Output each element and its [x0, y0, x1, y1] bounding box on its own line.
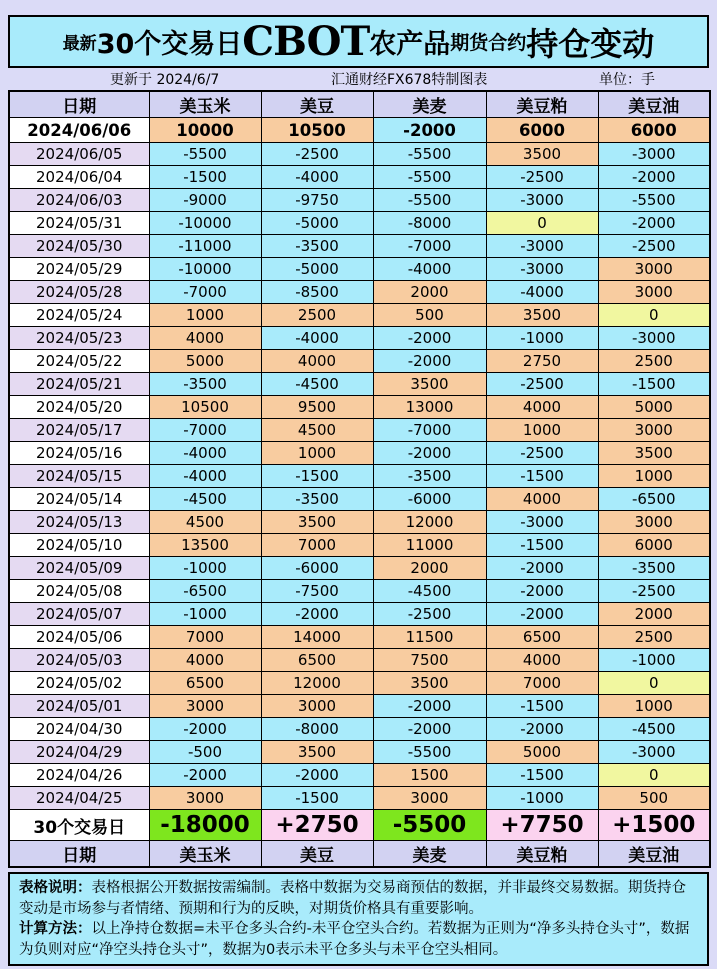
- date-cell: 2024/05/03: [9, 649, 149, 672]
- footer-column-header: 日期: [9, 841, 149, 868]
- column-header: 美玉米: [149, 91, 261, 118]
- value-cell: -8000: [373, 212, 486, 235]
- column-header: 美豆: [261, 91, 373, 118]
- value-cell: -4500: [598, 718, 710, 741]
- table-row: [9, 718, 710, 741]
- value-cell: 13000: [373, 396, 486, 419]
- column-header: 美麦: [373, 91, 486, 118]
- title-part: 农产品: [369, 29, 451, 60]
- date-cell: 2024/05/17: [9, 419, 149, 442]
- value-cell: 5000: [486, 741, 598, 764]
- table-row: [9, 235, 710, 258]
- table-row: [9, 396, 710, 419]
- value-cell: -4500: [373, 580, 486, 603]
- summary-value: -18000: [149, 810, 261, 841]
- table-row: [9, 189, 710, 212]
- value-cell: -3000: [486, 189, 598, 212]
- value-cell: 10500: [261, 118, 373, 143]
- date-cell: 2024/05/24: [9, 304, 149, 327]
- table-row: [9, 488, 710, 511]
- table-row: [9, 603, 710, 626]
- value-cell: -1500: [261, 787, 373, 810]
- date-cell: 2024/05/20: [9, 396, 149, 419]
- value-cell: -2000: [373, 442, 486, 465]
- value-cell: -5500: [149, 143, 261, 166]
- table-row: [9, 626, 710, 649]
- value-cell: -1000: [149, 603, 261, 626]
- value-cell: 7000: [486, 672, 598, 695]
- value-cell: -4000: [149, 442, 261, 465]
- date-cell: 2024/06/05: [9, 143, 149, 166]
- value-cell: 3000: [598, 419, 710, 442]
- table-row: [9, 511, 710, 534]
- value-cell: 500: [373, 304, 486, 327]
- value-cell: -6500: [598, 488, 710, 511]
- value-cell: -2000: [149, 718, 261, 741]
- value-cell: -3500: [261, 488, 373, 511]
- value-cell: 14000: [261, 626, 373, 649]
- value-cell: 6500: [261, 649, 373, 672]
- date-cell: 2024/06/04: [9, 166, 149, 189]
- value-cell: 0: [486, 212, 598, 235]
- value-cell: 9500: [261, 396, 373, 419]
- value-cell: -5000: [261, 212, 373, 235]
- table-row: [9, 350, 710, 373]
- value-cell: -7500: [261, 580, 373, 603]
- value-cell: -4500: [149, 488, 261, 511]
- date-cell: 2024/05/02: [9, 672, 149, 695]
- table-row: [9, 373, 710, 396]
- value-cell: -1000: [486, 787, 598, 810]
- value-cell: 1000: [486, 419, 598, 442]
- value-cell: 3500: [261, 511, 373, 534]
- date-cell: 2024/05/08: [9, 580, 149, 603]
- date-cell: 2024/05/22: [9, 350, 149, 373]
- value-cell: -2000: [598, 166, 710, 189]
- value-cell: -11000: [149, 235, 261, 258]
- value-cell: -3000: [598, 143, 710, 166]
- value-cell: -1500: [486, 764, 598, 787]
- value-cell: -6000: [261, 557, 373, 580]
- value-cell: -1000: [486, 327, 598, 350]
- value-cell: 3000: [261, 695, 373, 718]
- value-cell: 2500: [261, 304, 373, 327]
- value-cell: 1000: [149, 304, 261, 327]
- value-cell: -1500: [598, 373, 710, 396]
- value-cell: 3500: [486, 143, 598, 166]
- value-cell: 2750: [486, 350, 598, 373]
- table-row: [9, 304, 710, 327]
- value-cell: -2000: [373, 118, 486, 143]
- value-cell: -5500: [373, 189, 486, 212]
- date-cell: 2024/05/30: [9, 235, 149, 258]
- date-cell: 2024/04/25: [9, 787, 149, 810]
- value-cell: -2000: [486, 557, 598, 580]
- value-cell: 500: [598, 787, 710, 810]
- date-cell: 2024/05/16: [9, 442, 149, 465]
- value-cell: -2000: [486, 580, 598, 603]
- value-cell: -6000: [373, 488, 486, 511]
- value-cell: 3500: [261, 741, 373, 764]
- update-date: 更新于 2024/6/7: [110, 72, 220, 88]
- value-cell: -2000: [486, 718, 598, 741]
- value-cell: 1000: [598, 465, 710, 488]
- note-label: 计算方法：: [19, 921, 92, 938]
- title-part: 最新: [62, 34, 97, 54]
- summary-label: 30个交易日: [9, 810, 149, 841]
- value-cell: 11000: [373, 534, 486, 557]
- value-cell: -3000: [486, 258, 598, 281]
- value-cell: 3000: [598, 281, 710, 304]
- date-cell: 2024/05/06: [9, 626, 149, 649]
- value-cell: -10000: [149, 258, 261, 281]
- value-cell: -4500: [261, 373, 373, 396]
- notes-box: [8, 872, 709, 966]
- page-title: [8, 15, 709, 68]
- summary-value: +7750: [486, 810, 598, 841]
- value-cell: -3000: [486, 235, 598, 258]
- footer-column-header-row: [9, 841, 710, 868]
- value-cell: 4000: [486, 488, 598, 511]
- value-cell: -2000: [373, 718, 486, 741]
- value-cell: 3000: [598, 511, 710, 534]
- value-cell: -9750: [261, 189, 373, 212]
- date-cell: 2024/04/26: [9, 764, 149, 787]
- date-cell: 2024/06/03: [9, 189, 149, 212]
- calculation-note: [19, 919, 698, 960]
- value-cell: 3000: [149, 787, 261, 810]
- date-cell: 2024/05/23: [9, 327, 149, 350]
- value-cell: 3500: [373, 373, 486, 396]
- value-cell: -2500: [486, 166, 598, 189]
- positions-table: [8, 90, 711, 868]
- value-cell: -2000: [373, 327, 486, 350]
- value-cell: 2000: [598, 603, 710, 626]
- value-cell: -3500: [261, 235, 373, 258]
- table-row: [9, 787, 710, 810]
- value-cell: -1500: [486, 695, 598, 718]
- value-cell: -7000: [373, 235, 486, 258]
- value-cell: -5500: [373, 143, 486, 166]
- value-cell: 3000: [149, 695, 261, 718]
- title-part: 期货: [450, 32, 489, 54]
- value-cell: -4000: [486, 281, 598, 304]
- value-cell: 12000: [261, 672, 373, 695]
- value-cell: -3000: [486, 511, 598, 534]
- value-cell: -5500: [598, 189, 710, 212]
- value-cell: 7000: [261, 534, 373, 557]
- value-cell: -2000: [149, 764, 261, 787]
- value-cell: -2000: [373, 350, 486, 373]
- table-row: [9, 327, 710, 350]
- column-header: 美豆油: [598, 91, 710, 118]
- value-cell: -5000: [261, 258, 373, 281]
- date-cell: 2024/05/01: [9, 695, 149, 718]
- table-row: [9, 419, 710, 442]
- date-cell: 2024/06/06: [9, 118, 149, 143]
- value-cell: -2000: [486, 603, 598, 626]
- footer-column-header: 美豆粕: [486, 841, 598, 868]
- value-cell: 4000: [486, 396, 598, 419]
- summary-value: -5500: [373, 810, 486, 841]
- value-cell: -8500: [261, 281, 373, 304]
- value-cell: -4000: [261, 166, 373, 189]
- value-cell: 3500: [373, 672, 486, 695]
- date-cell: 2024/05/15: [9, 465, 149, 488]
- table-note: [19, 878, 698, 919]
- value-cell: -9000: [149, 189, 261, 212]
- table-row: [9, 649, 710, 672]
- value-cell: -1500: [149, 166, 261, 189]
- date-cell: 2024/04/30: [9, 718, 149, 741]
- column-header: 美豆粕: [486, 91, 598, 118]
- summary-row: [9, 810, 710, 841]
- value-cell: 3000: [598, 258, 710, 281]
- title-part: 30个交易日: [96, 29, 243, 60]
- value-cell: -4000: [261, 327, 373, 350]
- value-cell: 6500: [486, 626, 598, 649]
- value-cell: -500: [149, 741, 261, 764]
- table-row: [9, 534, 710, 557]
- value-cell: -1500: [486, 465, 598, 488]
- value-cell: 4500: [149, 511, 261, 534]
- value-cell: 4500: [261, 419, 373, 442]
- date-cell: 2024/05/21: [9, 373, 149, 396]
- value-cell: -5500: [373, 741, 486, 764]
- value-cell: -3500: [598, 557, 710, 580]
- value-cell: 4000: [486, 649, 598, 672]
- value-cell: -1000: [149, 557, 261, 580]
- value-cell: 3500: [598, 442, 710, 465]
- value-cell: -4000: [373, 258, 486, 281]
- value-cell: -2500: [486, 442, 598, 465]
- value-cell: -4000: [149, 465, 261, 488]
- value-cell: 0: [598, 304, 710, 327]
- table-row: [9, 764, 710, 787]
- table-row: [9, 580, 710, 603]
- value-cell: -3000: [598, 741, 710, 764]
- table-row: [9, 166, 710, 189]
- date-cell: 2024/04/29: [9, 741, 149, 764]
- table-row: [9, 442, 710, 465]
- value-cell: -1500: [261, 465, 373, 488]
- value-cell: -1000: [598, 649, 710, 672]
- date-cell: 2024/05/13: [9, 511, 149, 534]
- table-row: [9, 281, 710, 304]
- table-row: [9, 557, 710, 580]
- value-cell: 4000: [261, 350, 373, 373]
- title-part: 持仓变动: [526, 24, 655, 63]
- value-cell: 11500: [373, 626, 486, 649]
- table-row: [9, 695, 710, 718]
- summary-value: +1500: [598, 810, 710, 841]
- value-cell: 4000: [149, 649, 261, 672]
- value-cell: -2000: [261, 764, 373, 787]
- footer-column-header: 美豆: [261, 841, 373, 868]
- value-cell: -7000: [149, 281, 261, 304]
- unit-label: 单位：手: [599, 72, 655, 88]
- value-cell: -2500: [486, 373, 598, 396]
- value-cell: 10500: [149, 396, 261, 419]
- value-cell: 2500: [598, 626, 710, 649]
- date-cell: 2024/05/14: [9, 488, 149, 511]
- value-cell: 2500: [598, 350, 710, 373]
- value-cell: 1000: [598, 695, 710, 718]
- value-cell: -3500: [373, 465, 486, 488]
- value-cell: 13500: [149, 534, 261, 557]
- value-cell: -7000: [149, 419, 261, 442]
- table-row: [9, 143, 710, 166]
- column-header: 日期: [9, 91, 149, 118]
- value-cell: 7000: [149, 626, 261, 649]
- date-cell: 2024/05/31: [9, 212, 149, 235]
- value-cell: -2500: [598, 235, 710, 258]
- value-cell: -2000: [373, 695, 486, 718]
- value-cell: -1500: [486, 534, 598, 557]
- value-cell: -2500: [261, 143, 373, 166]
- footer-column-header: 美豆油: [598, 841, 710, 868]
- note-text: 表格根据公开数据按需编制。表格中数据为交易商预估的数据，并非最终交易数据。期货持仓变动是市场参与者情绪、预期和行为的反映，对期货价格具有重要影响。: [19, 880, 686, 917]
- value-cell: 3500: [486, 304, 598, 327]
- date-cell: 2024/05/09: [9, 557, 149, 580]
- title-part: CBOT: [242, 17, 370, 65]
- date-cell: 2024/05/29: [9, 258, 149, 281]
- date-cell: 2024/05/10: [9, 534, 149, 557]
- value-cell: 6000: [598, 118, 710, 143]
- table-row: [9, 672, 710, 695]
- value-cell: -8000: [261, 718, 373, 741]
- value-cell: 7500: [373, 649, 486, 672]
- value-cell: -10000: [149, 212, 261, 235]
- value-cell: 10000: [149, 118, 261, 143]
- value-cell: 2000: [373, 557, 486, 580]
- table-row: [9, 465, 710, 488]
- value-cell: 6000: [486, 118, 598, 143]
- value-cell: 6000: [598, 534, 710, 557]
- info-bar: [8, 68, 709, 90]
- value-cell: 5000: [149, 350, 261, 373]
- value-cell: 1000: [261, 442, 373, 465]
- value-cell: 4000: [149, 327, 261, 350]
- value-cell: 2000: [373, 281, 486, 304]
- value-cell: -2500: [373, 603, 486, 626]
- column-header-row: [9, 91, 710, 118]
- source-label: 汇通财经FX678特制图表: [330, 72, 488, 88]
- date-cell: 2024/05/07: [9, 603, 149, 626]
- table-row: [9, 258, 710, 281]
- value-cell: -7000: [373, 419, 486, 442]
- value-cell: -2000: [598, 212, 710, 235]
- table-row: [9, 212, 710, 235]
- value-cell: -3000: [598, 327, 710, 350]
- note-text: 以上净持仓数据=未平仓多头合约-未平仓空头合约。若数据为正则为“净多头持仓头寸”，数据为负则对应“净空头持仓头寸”，数据为0表示未平仓多头与未平仓空头相同。: [19, 921, 690, 958]
- value-cell: -6500: [149, 580, 261, 603]
- value-cell: 0: [598, 672, 710, 695]
- value-cell: 6500: [149, 672, 261, 695]
- note-label: 表格说明：: [19, 880, 92, 896]
- value-cell: -3500: [149, 373, 261, 396]
- value-cell: -5500: [373, 166, 486, 189]
- value-cell: 0: [598, 764, 710, 787]
- summary-value: +2750: [261, 810, 373, 841]
- value-cell: -2000: [261, 603, 373, 626]
- footer-column-header: 美麦: [373, 841, 486, 868]
- value-cell: 5000: [598, 396, 710, 419]
- footer-column-header: 美玉米: [149, 841, 261, 868]
- table-row: [9, 118, 710, 143]
- value-cell: 1500: [373, 764, 486, 787]
- table-row: [9, 741, 710, 764]
- value-cell: 12000: [373, 511, 486, 534]
- value-cell: -2500: [598, 580, 710, 603]
- date-cell: 2024/05/28: [9, 281, 149, 304]
- value-cell: 3000: [373, 787, 486, 810]
- title-part: 合约: [488, 32, 527, 54]
